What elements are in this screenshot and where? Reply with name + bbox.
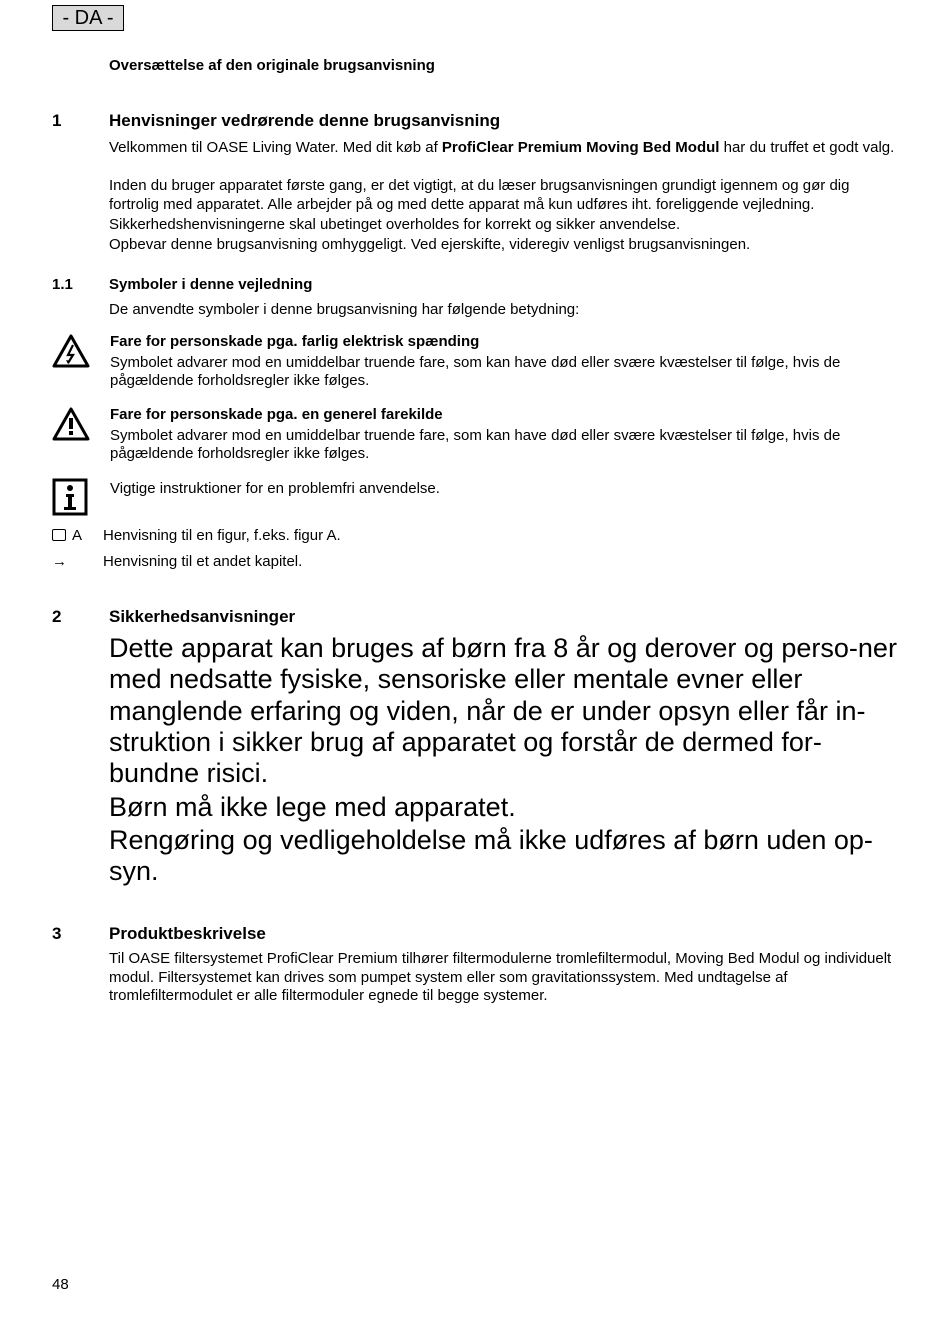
- section-3-title: Produktbeskrivelse: [109, 924, 266, 943]
- product-description: Til OASE filtersystemet ProfiClear Premium tilhører filtermodulerne tromlefiltermodul, Moving Bed Modul og individuelt modul. Filtersystemet kan drives som pumpet system eller som gravitationssystem. Med undtagelse af tromlefiltermodulet er alle filtermoduler egnede til begge systemer.: [109, 950, 892, 1004]
- section-1-safety-note: Sikkerhedshenvisningerne skal ubetinget overholdes for korrekt og sikker anvendelse.: [109, 216, 681, 233]
- language-tab: - DA -: [52, 5, 124, 31]
- arrow-icon: →: [52, 553, 67, 570]
- electric-hazard-icon: [52, 333, 90, 368]
- symbol-general-title: Fare for personskade pga. en generel farekilde: [110, 406, 443, 423]
- symbol-electric-title: Fare for personskade pga. farlig elektrisk spænding: [110, 333, 480, 350]
- safety-children-paragraph: Dette apparat kan bruges af børn fra 8 år og derover og perso-ner med nedsatte fysiske, sensoriske eller mentale evner eller manglende erfaring og viden, når de er under opsyn eller får in-struktion i sikker brug af apparatet og forstår de dermed for-bundne risici.: [109, 633, 897, 789]
- section-3-number: 3: [52, 924, 62, 943]
- section-1-welcome: Velkommen til OASE Living Water. Med dit køb af ProfiClear Premium Moving Bed Modul har du truffet et godt valg.: [109, 139, 895, 156]
- symbol-electric-text: Symbolet advarer mod en umiddelbar truende fare, som kan have død eller svære kvæstelser til følge, hvis de pågældende forholdsregler ikke følges.: [110, 354, 841, 389]
- symbols-intro: De anvendte symboler i denne brugsanvisning har følgende betydning:: [109, 301, 580, 318]
- document-subtitle: Oversættelse af den originale brugsanvisning: [109, 57, 435, 74]
- section-1-read-first: Inden du bruger apparatet første gang, er det vigtigt, at du læser brugsanvisningen grundigt igennem og gør dig fortrolig med apparatet. Alle arbejder på og med dette apparat må kun udføres iht. foreliggende vejledning.: [109, 177, 850, 213]
- section-1-title: Henvisninger vedrørende denne brugsanvisning: [109, 111, 501, 130]
- figure-box-icon: [52, 529, 66, 541]
- info-icon: [52, 478, 88, 516]
- safety-play-paragraph: Børn må ikke lege med apparatet.: [109, 792, 516, 822]
- symbol-general-text: Symbolet advarer mod en umiddelbar truende fare, som kan have død eller svære kvæstelser til følge, hvis de pågældende forholdsregler ikke følges.: [110, 427, 841, 462]
- section-1-1-number: 1.1: [52, 276, 73, 293]
- safety-cleaning-paragraph: Rengøring og vedligeholdelse må ikke udføres af børn uden op-syn.: [109, 825, 873, 887]
- section-1-1-title: Symboler i denne vejledning: [109, 276, 313, 293]
- figure-reference-symbol: A: [52, 527, 82, 544]
- page-number: 48: [52, 1276, 69, 1293]
- section-2-number: 2: [52, 607, 62, 626]
- symbol-info-text: Vigtige instruktioner for en problemfri anvendelse.: [110, 480, 440, 497]
- section-1-keep-manual: Opbevar denne brugsanvisning omhyggeligt. Ved ejerskifte, videregiv venligst brugsanvisningen.: [109, 236, 751, 253]
- figure-reference-text: Henvisning til en figur, f.eks. figur A.: [103, 527, 341, 544]
- section-2-title: Sikkerhedsanvisninger: [109, 607, 296, 626]
- general-hazard-icon: [52, 406, 90, 441]
- section-1-number: 1: [52, 111, 62, 130]
- chapter-reference-text: Henvisning til et andet kapitel.: [103, 553, 303, 570]
